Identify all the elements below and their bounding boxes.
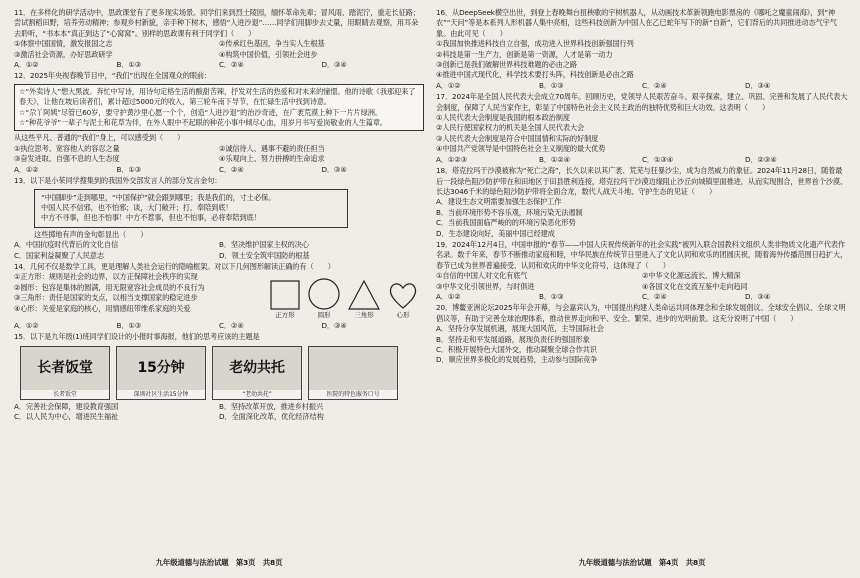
option-b: B．①②④ [539,154,570,164]
question-12 [14,71,424,175]
question-stem: 12．2025年央视春晚节目中，“我们”出现在全国观众的眼前： [14,71,212,81]
question-17 [436,92,848,165]
statement: ①体察中国国情，激发报国之志 [14,39,113,49]
question-prompt: 从这些平凡、普通的“我们”身上，可以感受到（ ） [14,133,185,143]
option-a: A．①②③ [436,154,467,164]
option-b: B．①③ [539,291,564,301]
answer-options [436,292,848,302]
option-c: C．②④ [219,164,244,174]
option-c: C．国家利益凝聚了人民意志 [14,250,104,260]
material-line: ☆“种花爷爷”一辈子与泥土和花草为伴，在外人眼中不起眼的种花小事中倾尽心血，用岁月书写爱岗敬业的人生篇章。 [19,118,387,128]
photo-caption: 深圳社区生活15分钟 [117,390,205,399]
quote-line: 中方不寻事，但也不怕事！中方不惹事，但也不怕事，必将奉陪到底！ [41,213,261,223]
photo-art [309,347,397,390]
shape-label: 圆形 [317,311,331,320]
statement: ①自信的中国人对文化有底气 [436,271,528,281]
square-icon [270,280,300,310]
question-20 [436,303,848,365]
option-c: C．②④ [219,60,244,70]
answer-options [436,81,848,91]
answer-options [436,324,848,366]
statement: ④乐观向上、努力拼搏的生命追求 [219,154,325,164]
question-stem: 11．在多样化的研学活动中，思政课堂有了更多现实场景。同学们来到烈士陵园，缅怀革命先辈；冒风雨、踏泥泞，重走长征路；尝试割稻田野，培养劳动精神；参观乡村新貌，亲手种下树木，感悟“人进沙退”……同学们用脚步去丈量，用眼睛去观察，用耳朵去聆听，“书本本”真正到达了“心窝窝”。别样的思政课有利于同学们（ ） [14,8,420,38]
option-b: B．①③ [116,164,142,174]
quote-box [34,189,348,228]
option-a: A．中国抗疫时代背后的文化自信 [14,240,119,250]
statement: ④心形：关爱是家庭的核心，用情感纽带维系家庭的关爱 [14,303,191,313]
option-d: D．领土安全筑牢国防的根基 [219,250,310,260]
question-stem: 13．以下是小茱同学搜集到的我国外交部发言人的部分发言金句： [14,176,222,186]
answer-options [14,321,424,331]
statement-list [436,39,848,81]
photo-art: 老幼共托 [229,359,285,376]
triangle-shape [348,280,380,320]
question-14 [14,262,424,331]
answer-options [436,197,848,239]
option-d: D．生态建设向好，美丽中国已经建成 [436,228,555,238]
option-a: A．①② [14,60,39,70]
option-a: A．建设生态文明需要加强生态保护工作 [436,197,562,207]
photo-caption: 医院的特色服务口号 [309,390,397,399]
photo-art: 15分钟 [137,359,185,376]
option-a: A．坚持分享发展机遇，展现大国风范，主导国际社会 [436,324,604,334]
option-c: C．当前我国面临严峻的的环境污染恶化形势 [436,218,576,228]
question-stem: 15．以下是九年级(1)班同学们设计的小报时事海报，他们的思考应该的主题是 [14,332,260,342]
triangle-icon [348,280,380,310]
answer-options [436,155,848,165]
question-stem: 17．2024年是全国人民代表大会成立70周年。回顾历史，党领导人民艰苦奋斗、艰辛探索，建立、巩固、完善和发展了人民代表大会制度，保障了人民当家作主，彰显了中国特色社会主义民主政治的独特优势和巨大功效。这表明（ ） [436,92,848,112]
statement: ①执位思考、宽容他人的容忍之量 [14,143,120,153]
statement-list [14,144,424,165]
question-stem: 20．博鳌亚洲论坛2025年年会开幕，与会嘉宾认为，中国提出构建人类命运共同体理念和全球发展倡议、全球安全倡议、全球文明倡议等，有助于完善全球治理体系，推动世界走向和平、安全、繁荣、进步的光明前景。这充分说明了中国（ ） [436,303,846,323]
statement: ③三角形：责任是国家的支点，以相当支撑国家的稳定进步 [14,293,198,303]
question-13 [14,176,424,261]
page-footer: 九年级道德与法治试题 第4页 共8页 [578,557,706,567]
quote-line: “中国脚步”走到哪里，“中国保护”就会跟到哪里；我是我们的，寸土必保。 [41,192,276,202]
statement: ③创新已是我们破解世界科技难题的必由之路 [436,60,578,70]
photo-elder-canteen [20,346,110,400]
statement: ①人民代表大会制度是我国的根本政治制度 [436,113,570,123]
statement: ②科技是第一生产力，创新是第一资源，人才是第一动力 [436,49,613,59]
photo-community-15min [116,346,206,400]
circle-icon [308,278,340,310]
option-d: D．③④ [745,291,771,301]
heart-icon [388,280,418,310]
question-19 [436,240,848,302]
page-footer: 九年级道德与法治试题 第3页 共8页 [155,557,283,567]
statement-list [436,113,848,155]
shape-label: 正方形 [275,311,295,320]
statement: ②人民行使国家权力的机关是全国人民代表大会 [436,123,585,133]
question-prompt: 这些掷地有声的金句彰显出（ ） [34,229,148,239]
statement: ③人民代表大会制度是符合中国国情和实际的好制度 [436,133,599,143]
option-a: A．①② [14,320,39,330]
question-15 [14,332,424,422]
statement: ③激活社会资源，办好思政研学 [14,49,113,59]
material-box [14,84,424,132]
statement-list [14,39,424,60]
statement: ①正方形：规则是社会的边界，以方正保障社会秩序的实现 [14,272,198,282]
statement: ②诚信待人、遇事不避的责任担当 [219,143,325,153]
option-b: B．①③ [539,80,564,90]
photo-caption: “老幼共托” [213,390,301,399]
option-c: C．积极开展特色大国外交，推动凝聚全球合作共识 [436,345,597,354]
page-3 [14,8,424,568]
material-line: ☆“尕丫阿姨”尽管已60岁，要守护黄沙里心愿一个个，创造“人进沙退”的治沙奇迹，在广袤荒漠上种下一片片绿洲。 [19,107,382,117]
option-d: D．③④ [745,80,771,90]
option-a: A．①② [436,291,461,301]
square-shape [270,280,300,320]
quote-line: 中国人民不信邪，也不怕邪；谈，大门敞开；打，奉陪到底！ [41,202,233,212]
statement-list [436,271,848,292]
question-11 [14,8,424,70]
option-d: D．全面深化改革，优化经济结构 [219,411,324,421]
option-d: D．顺应世界多极化的发展趋势，主动参与国际竞争 [436,355,598,365]
option-c: C．②④ [642,80,667,90]
statement: ②中华文化源远流长、博大精深 [642,271,741,281]
shape-label: 心形 [396,311,410,320]
statement: ④推进中国式现代化，科学技术要打头阵，科技创新是必由之路 [436,70,634,80]
photo-caption: 长者饭堂 [21,390,109,399]
option-b: B．坚决维护国家主权的决心 [219,240,309,250]
option-a: A．①② [436,80,461,90]
option-c: C．①③④ [642,154,674,164]
statement: ④各国文化在交流互鉴中走向趋同 [642,281,748,291]
photo-hospital-service [308,346,398,400]
statement: ④构筑中国价值，引领社会进步 [219,49,318,59]
option-c: C．以人民为中心，增进民生福祉 [14,411,119,421]
question-14-body [14,272,424,320]
answer-options [14,60,424,70]
statement-list [14,272,264,320]
poster-photos [20,346,424,400]
circle-shape [308,278,340,320]
option-c: C．②④ [219,320,244,330]
statement: ③中华文化引领世界，与时俱进 [436,281,535,291]
statement: ④中国共产党领导是中国特色社会主义制度的最大优势 [436,144,606,154]
option-b: B．坚持改革开放，推进乡村振兴 [219,401,324,411]
question-18 [436,166,848,239]
shapes-figure [270,278,418,320]
shape-label: 三角形 [354,311,374,320]
option-d: D．②③④ [745,154,777,164]
option-b: B．①③ [116,320,142,330]
statement: ①我国加快推进科技自立自强，成功进入世界科技创新强国行列 [436,39,634,49]
option-b: B．当前环境形势不容乐观，环境污染无法遏制 [436,207,583,217]
statement: ②传承红色基因，争当实人生根基 [219,39,325,49]
answer-options [14,240,424,261]
statement: ②圆形：包容是集体的圆满，用无限宽容社会成员的不良行为 [14,282,205,292]
photo-art: 长者饭堂 [37,359,93,376]
statement: ③奋发进取、自强不息的人生态度 [14,154,120,164]
photo-elder-child-care [212,346,302,400]
material-line: ☆“外卖诗人”想大黑波。奔忙中写诗，用诗句定格生活的酸甜苦辣，抒发对生活的热爱和对未来的憧憬。他的诗歌《我那迎来了春天》，让他在坡后读者们，累计超过5000元的收入，第三轮车南下导节，在忙碌生活中找到诗意。 [19,86,416,107]
heart-shape [388,280,418,320]
page-4 [436,8,848,568]
question-stem: 16．从DeepSeek横空出世，到登上春晚舞台扭秧歌的宇树机器人，从动画技术革新领跑电影票房的《哪吒之魔童闹海》，到“神农”“天问”等是本系列人形机器人集中亮相，这些科技创新为中国人在乙巳蛇年写下的新“自新”，它们背后的共同推进动态气宇气象。由此可见（ ） [436,8,837,38]
option-b: B．①③ [116,60,142,70]
question-16 [436,8,848,91]
question-stem: 18．塔克拉玛干沙漠被称为“死亡之海”，长久以来以其广袤、荒芜与狂暴沙尘，成为自然威力的象征。2024年11月28日，随着最后一段绿色阻沙防护带在和田地区于田县胜利连接，塔克拉玛干沙漠边缘阻止沙丘向城镇里面推进，从而实现围合，世界首个沙漠、长达3046千米的绿色阻沙防护带将全面合龙，数代人战天斗地、守护生态的见证（ ） [436,166,848,196]
answer-options [14,402,424,423]
option-a: A．①② [14,164,39,174]
option-d: D．③④ [321,164,347,174]
question-stem: 14．几何不仅是数学工具，更是理解人类社会运行的隐喻框架。对以下几何图形解读正确的有（ ） [14,261,335,271]
option-b: B．坚持走和平发展道路，展现负责任的强国形象 [436,334,590,344]
option-d: D．③④ [321,60,347,70]
question-stem: 19．2024年12月4日，中国申报的“春节——中国人庆祝传统新年的社会实践”被列入联合国教科文组织人类非物质文化遗产代表作名录。数千年来，春节不断推动家庭和睦，中华民族在传统节日里进入了文化认同和欢乐的团圆庆祝，随着海外传播范围日趋扩大，春节已成为世界普遍接受、认同和欢庆的中华文化符号，这体现了（ ） [436,239,848,270]
option-a: A．完善社会保障，建设教育强国 [14,401,119,411]
answer-options [14,165,424,175]
option-c: C．②④ [642,291,667,301]
option-d: D．③④ [321,320,347,330]
